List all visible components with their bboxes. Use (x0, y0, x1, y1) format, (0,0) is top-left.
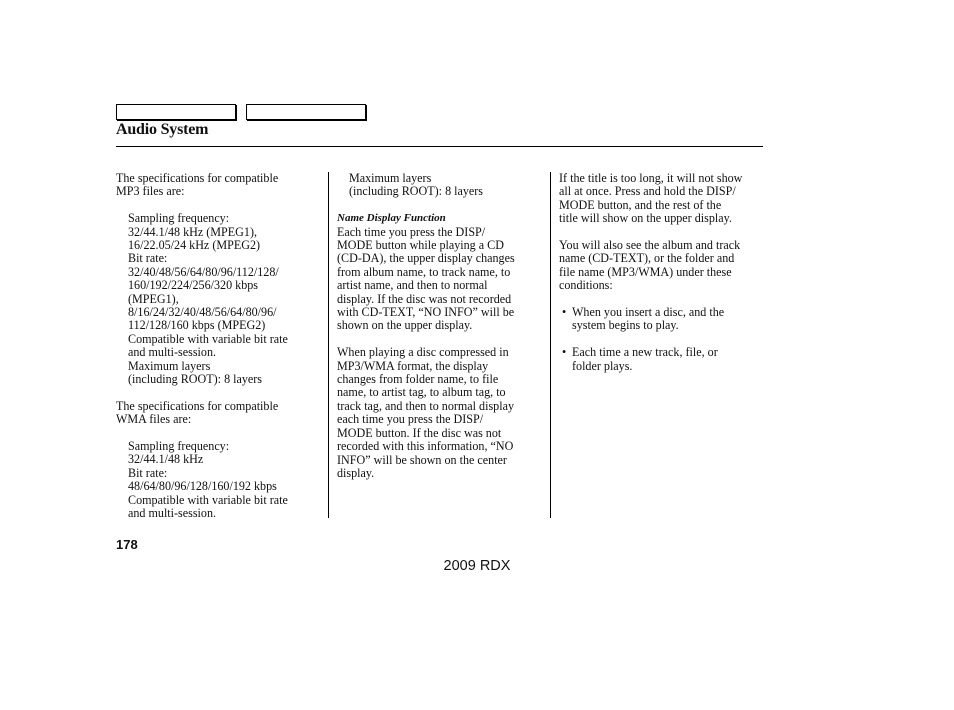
page-number: 178 (116, 537, 138, 552)
bullet-item: • Each time a new track, file, or folder plays. (562, 345, 718, 373)
paragraph: When playing a disc compressed in MP3/WMA format, the display changes from folder name, to file name, to artist tag, to album tag, to track tag, and then to normal display each time you press the DISP/ MODE button. If the disc was not recorded with this information, “NO INFO” will be shown on the center display. (337, 345, 514, 480)
nav-button-next[interactable] (246, 104, 366, 120)
footer-model: 2009 RDX (443, 558, 511, 574)
paragraph: If the title is too long, it will not show all at once. Press and hold the DISP/ MODE button, and the rest of the title will show on the upper display. (559, 171, 743, 226)
wma-intro: The specifications for compatible WMA files are: (116, 398, 279, 427)
column-divider (550, 172, 551, 518)
subheading: Name Display Function (337, 212, 446, 225)
wma-specs: Sampling frequency: 32/44.1/48 kHz Bit rate: 48/64/80/96/128/160/192 kbps Compatible with variable bit rate and multi-session. (128, 439, 288, 521)
column-divider (328, 172, 329, 518)
mp3-intro: The specifications for compatible MP3 files are: (116, 171, 279, 199)
bullet-icon: • (562, 345, 567, 360)
paragraph: Each time you press the DISP/ MODE button while playing a CD (CD-DA), the upper display changes from album name, to track name, to artist name, and then to normal display. If the disc was not recorded with CD-TEXT, “NO INFO” will be shown on the upper display. (337, 224, 515, 333)
column-2 (337, 172, 545, 480)
header-rule (116, 146, 763, 147)
section-title: Audio System (116, 121, 209, 138)
nav-button-previous[interactable] (116, 104, 236, 120)
paragraph: You will also see the album and track name (CD-TEXT), or the folder and file name (MP3/WMA) under these conditions: (559, 238, 741, 293)
layers-spec: Maximum layers (including ROOT): 8 layers (349, 171, 484, 199)
column-1 (116, 172, 321, 521)
bullet-icon: • (562, 305, 567, 320)
column-3 (559, 172, 765, 373)
bullet-item: • When you insert a disc, and the system begins to play. (562, 305, 725, 333)
mp3-specs: Sampling frequency: 32/44.1/48 kHz (MPEG1), 16/22.05/24 kHz (MPEG2) Bit rate: 32/40/48/56/64/80/96/112/128/ 160/192/224/256/320 kbps (MPEG1), 8/16/24/32/40/48/56/64/80/96/ 112/128/160 kbps (MPEG2) Compatible with variable bit rate and multi-session. Maximum layers (including ROOT): 8 layers (128, 211, 288, 387)
